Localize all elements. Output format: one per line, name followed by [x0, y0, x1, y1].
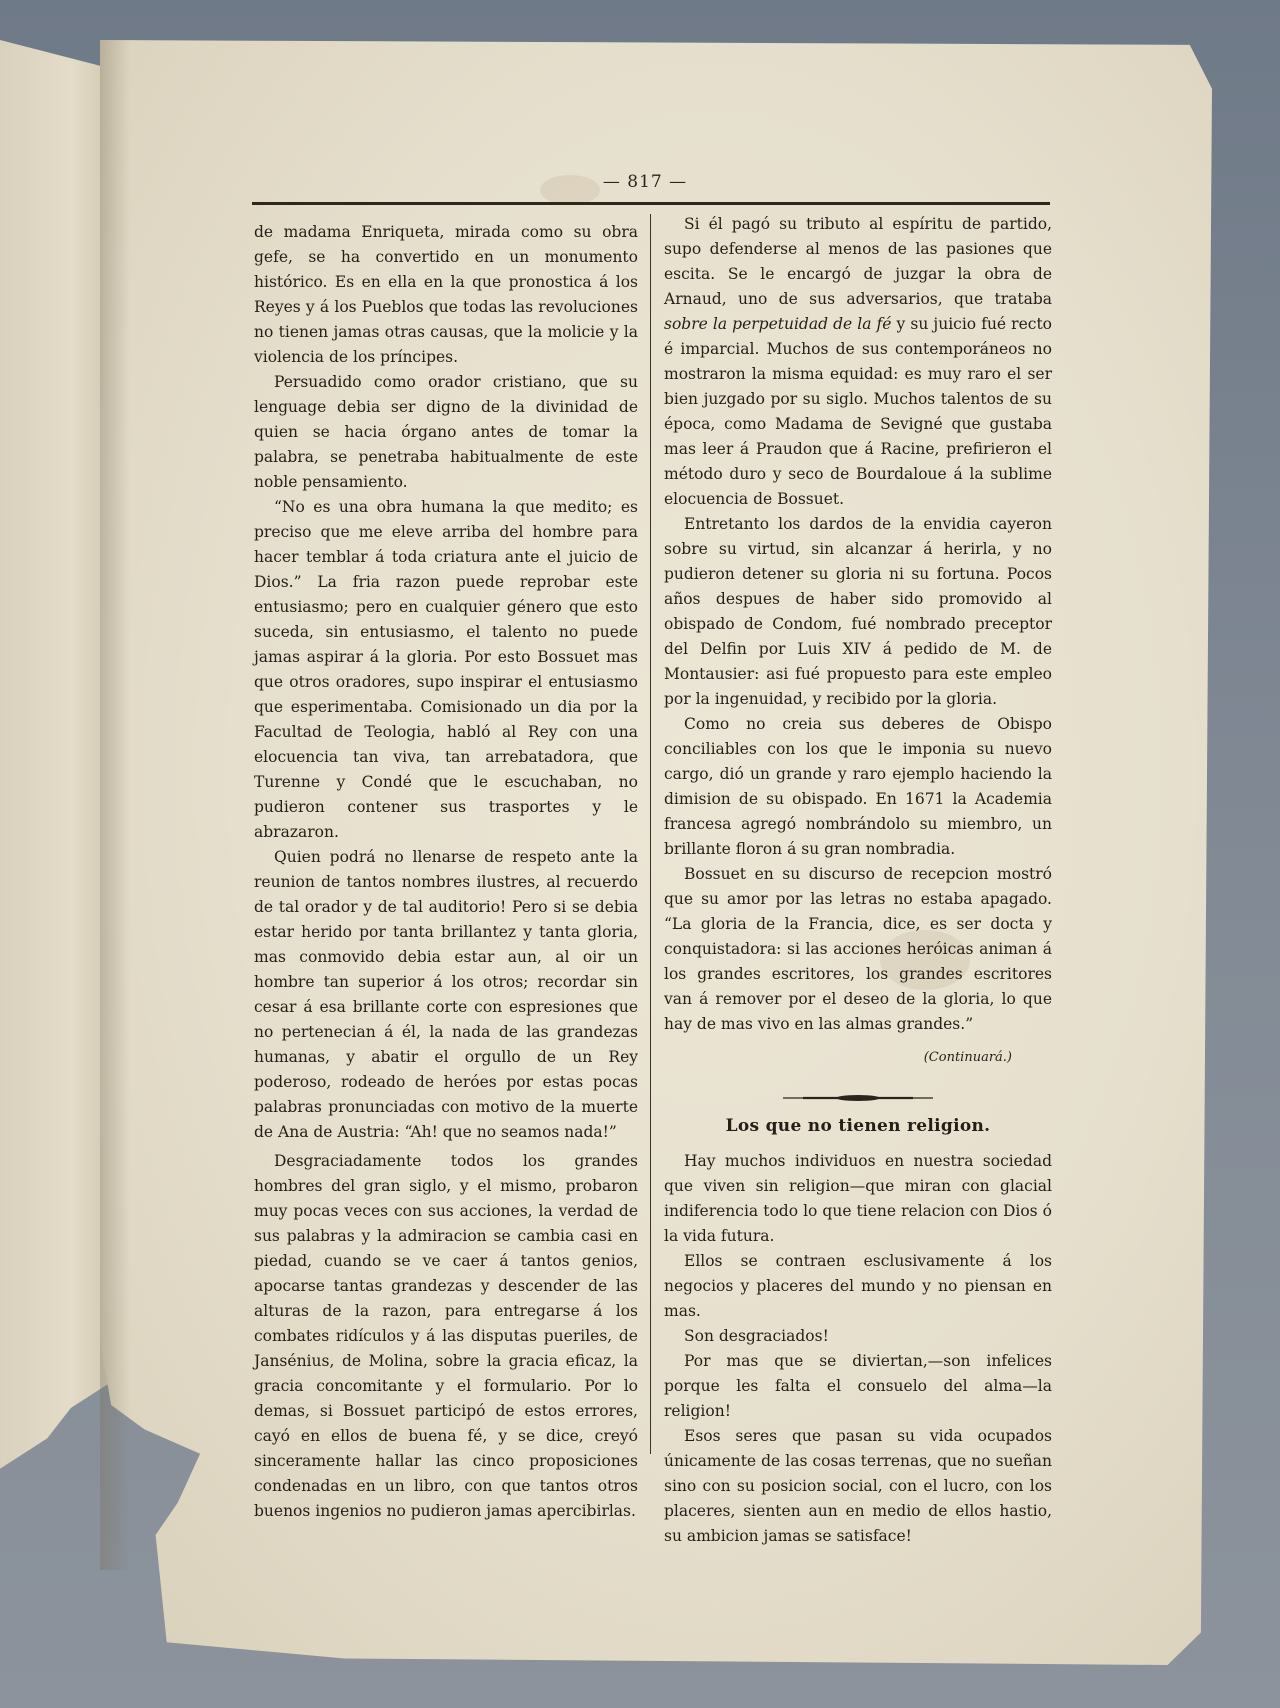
- paragraph: Hay muchos individuos en nuestra sociedad que viven sin religion—que miran con glacial indiferencia todo lo que tiene relacion con Dios ó la vida futura.: [664, 1152, 1052, 1245]
- paragraph: Persuadido como orador cristiano, que su lenguage debia ser digno de la divinidad de quien se hacia órgano antes de tomar la palabra, se penetraba habitualmente de este noble pensamiento.: [254, 373, 638, 491]
- paragraph-text: y su juicio fué recto é imparcial. Muchos de sus contemporáneos no mostraron la misma equidad: es muy raro el ser bien juzgado por su siglo. Muchos talentos de su época, como Madama de Sevigné que gustaba mas leer á Praudon que á Racine, prefirieron el método duro y seco de Bourdaloue á la sublime elocuencia de Bossuet.: [664, 315, 1053, 508]
- paragraph: “No es una obra humana la que medito; es preciso que me eleve arriba del hombre para hacer temblar á toda criatura ante el juicio de Dios.” La fria razon puede reprobar este entusiasmo; pero en cualquier género que esto suceda, sin entusiasmo, el talento no puede jamas aspirar á la gloria. Por esto Bossuet mas que otros oradores, supo inspirar el entusiasmo que esperimentaba. Comisionado un dia por la Facultad de Teologia, habló al Rey con una elocuencia tan viva, tan arrebatadora, que Turenne y Condé que le escuchaban, no pudieron contener sus trasportes y le abrazaron.: [254, 498, 638, 841]
- right-column: [664, 212, 1052, 1549]
- ornament-divider: [783, 1094, 933, 1102]
- paragraph: Por mas que se diviertan,—son infelices porque les falta el consuelo del alma—la religion!: [664, 1352, 1052, 1420]
- paragraph-text: Si él pagó su tributo al espíritu de partido, supo defenderse al menos de las pasiones que escita. Se le encargó de juzgar la obra de Arnaud, uno de sus adversarios, que trataba: [664, 215, 1052, 308]
- italic-title: sobre la perpetuidad de la fé: [664, 315, 892, 333]
- continued-note: (Continuará.): [923, 1050, 1012, 1065]
- paragraph: Como no creia sus deberes de Obispo conciliables con los que le imponia su nuevo cargo, dió un grande y raro ejemplo haciendo la dimision de su obispado. En 1671 la Academia francesa agregó nombrándolo su miembro, un brillante floron á su gran nombradia.: [664, 715, 1052, 858]
- paragraph: Bossuet en su discurso de recepcion mostró que su amor por las letras no estaba apagado. “La gloria de la Francia, dice, es ser docta y conquistadora: si las acciones heróicas animan á los grandes escritores, los grandes escritores van á remover por el deseo de la gloria, lo que hay de mas vivo en las almas grandes.”: [664, 865, 1052, 1033]
- paragraph: Entretanto los dardos de la envidia cayeron sobre su virtud, sin alcanzar á herirla, y no pudieron detener su gloria ni su fortuna. Pocos años despues de haber sido promovido al obispado de Condom, fué nombrado preceptor del Delfin por Luis XIV á pedido de M. de Montausier: asi fué propuesto para este empleo por la ingenuidad, y recibido por la gloria.: [664, 515, 1052, 708]
- paragraph: Esos seres que pasan su vida ocupados únicamente de las cosas terrenas, que no sueñan sino con su posicion social, con el lucro, con los placeres, sienten aun en medio de ellos hastio, su ambicion jamas se satisface!: [664, 1427, 1052, 1545]
- paragraph: Desgraciadamente todos los grandes hombres del gran siglo, y el mismo, probaron muy pocas veces con sus acciones, la verdad de sus palabras y la admiracion se cambia casi en piedad, cuando se ve caer á tantos genios, apocarse tantas grandezas y descender de las alturas de la razon, para entregarse á los combates ridículos y á las disputas pueriles, de Jansénius, de Molina, sobre la gracia eficaz, la gracia concomitante y el formulario. Por lo demas, si Bossuet participó de estos errores, cayó en ellos de buena fé, y se dice, creyó sinceramente hallar las cinco proposiciones condenadas en un libro, con que tantos otros buenos ingenios no pudieron jamas apercibirlas.: [254, 1152, 638, 1520]
- paragraph: de madama Enriqueta, mirada como su obra gefe, se ha convertido en un monumento histórico. Es en ella en la que pronostica á los Reyes y á los Pueblos que todas las revoluciones no tienen jamas otras causas, que la molicie y la violencia de los príncipes.: [254, 223, 638, 366]
- paragraph: Son desgraciados!: [684, 1327, 829, 1345]
- section-title: Los que no tienen religion.: [725, 1116, 991, 1136]
- left-column: [254, 220, 638, 1524]
- paragraph: Ellos se contraen esclusivamente á los negocios y placeres del mundo y no piensan en mas.: [664, 1252, 1052, 1320]
- gutter-shadow: [100, 40, 130, 1570]
- paragraph: Quien podrá no llenarse de respeto ante la reunion de tantos nombres ilustres, al recuerdo de tal orador y de tal auditorio! Pero si se debia estar herido por tanta brillantez y tanta gloria, mas conmovido debia estar aun, al oir un hombre tan superior á los otros; recordar sin cesar á esa brillante corte con espresiones que no pertenecian á él, la nada de las grandezas humanas, y abatir el orgullo de un Rey poderoso, rodeado de heróes por estas pocas palabras pronunciadas con motivo de la muerte de Ana de Austria: “Ah! que no seamos nada!”: [254, 848, 638, 1141]
- page-number: — 817 —: [602, 172, 688, 192]
- column-rule: [650, 214, 651, 1454]
- paragraph: [664, 212, 1052, 512]
- header-rule: [252, 202, 1050, 205]
